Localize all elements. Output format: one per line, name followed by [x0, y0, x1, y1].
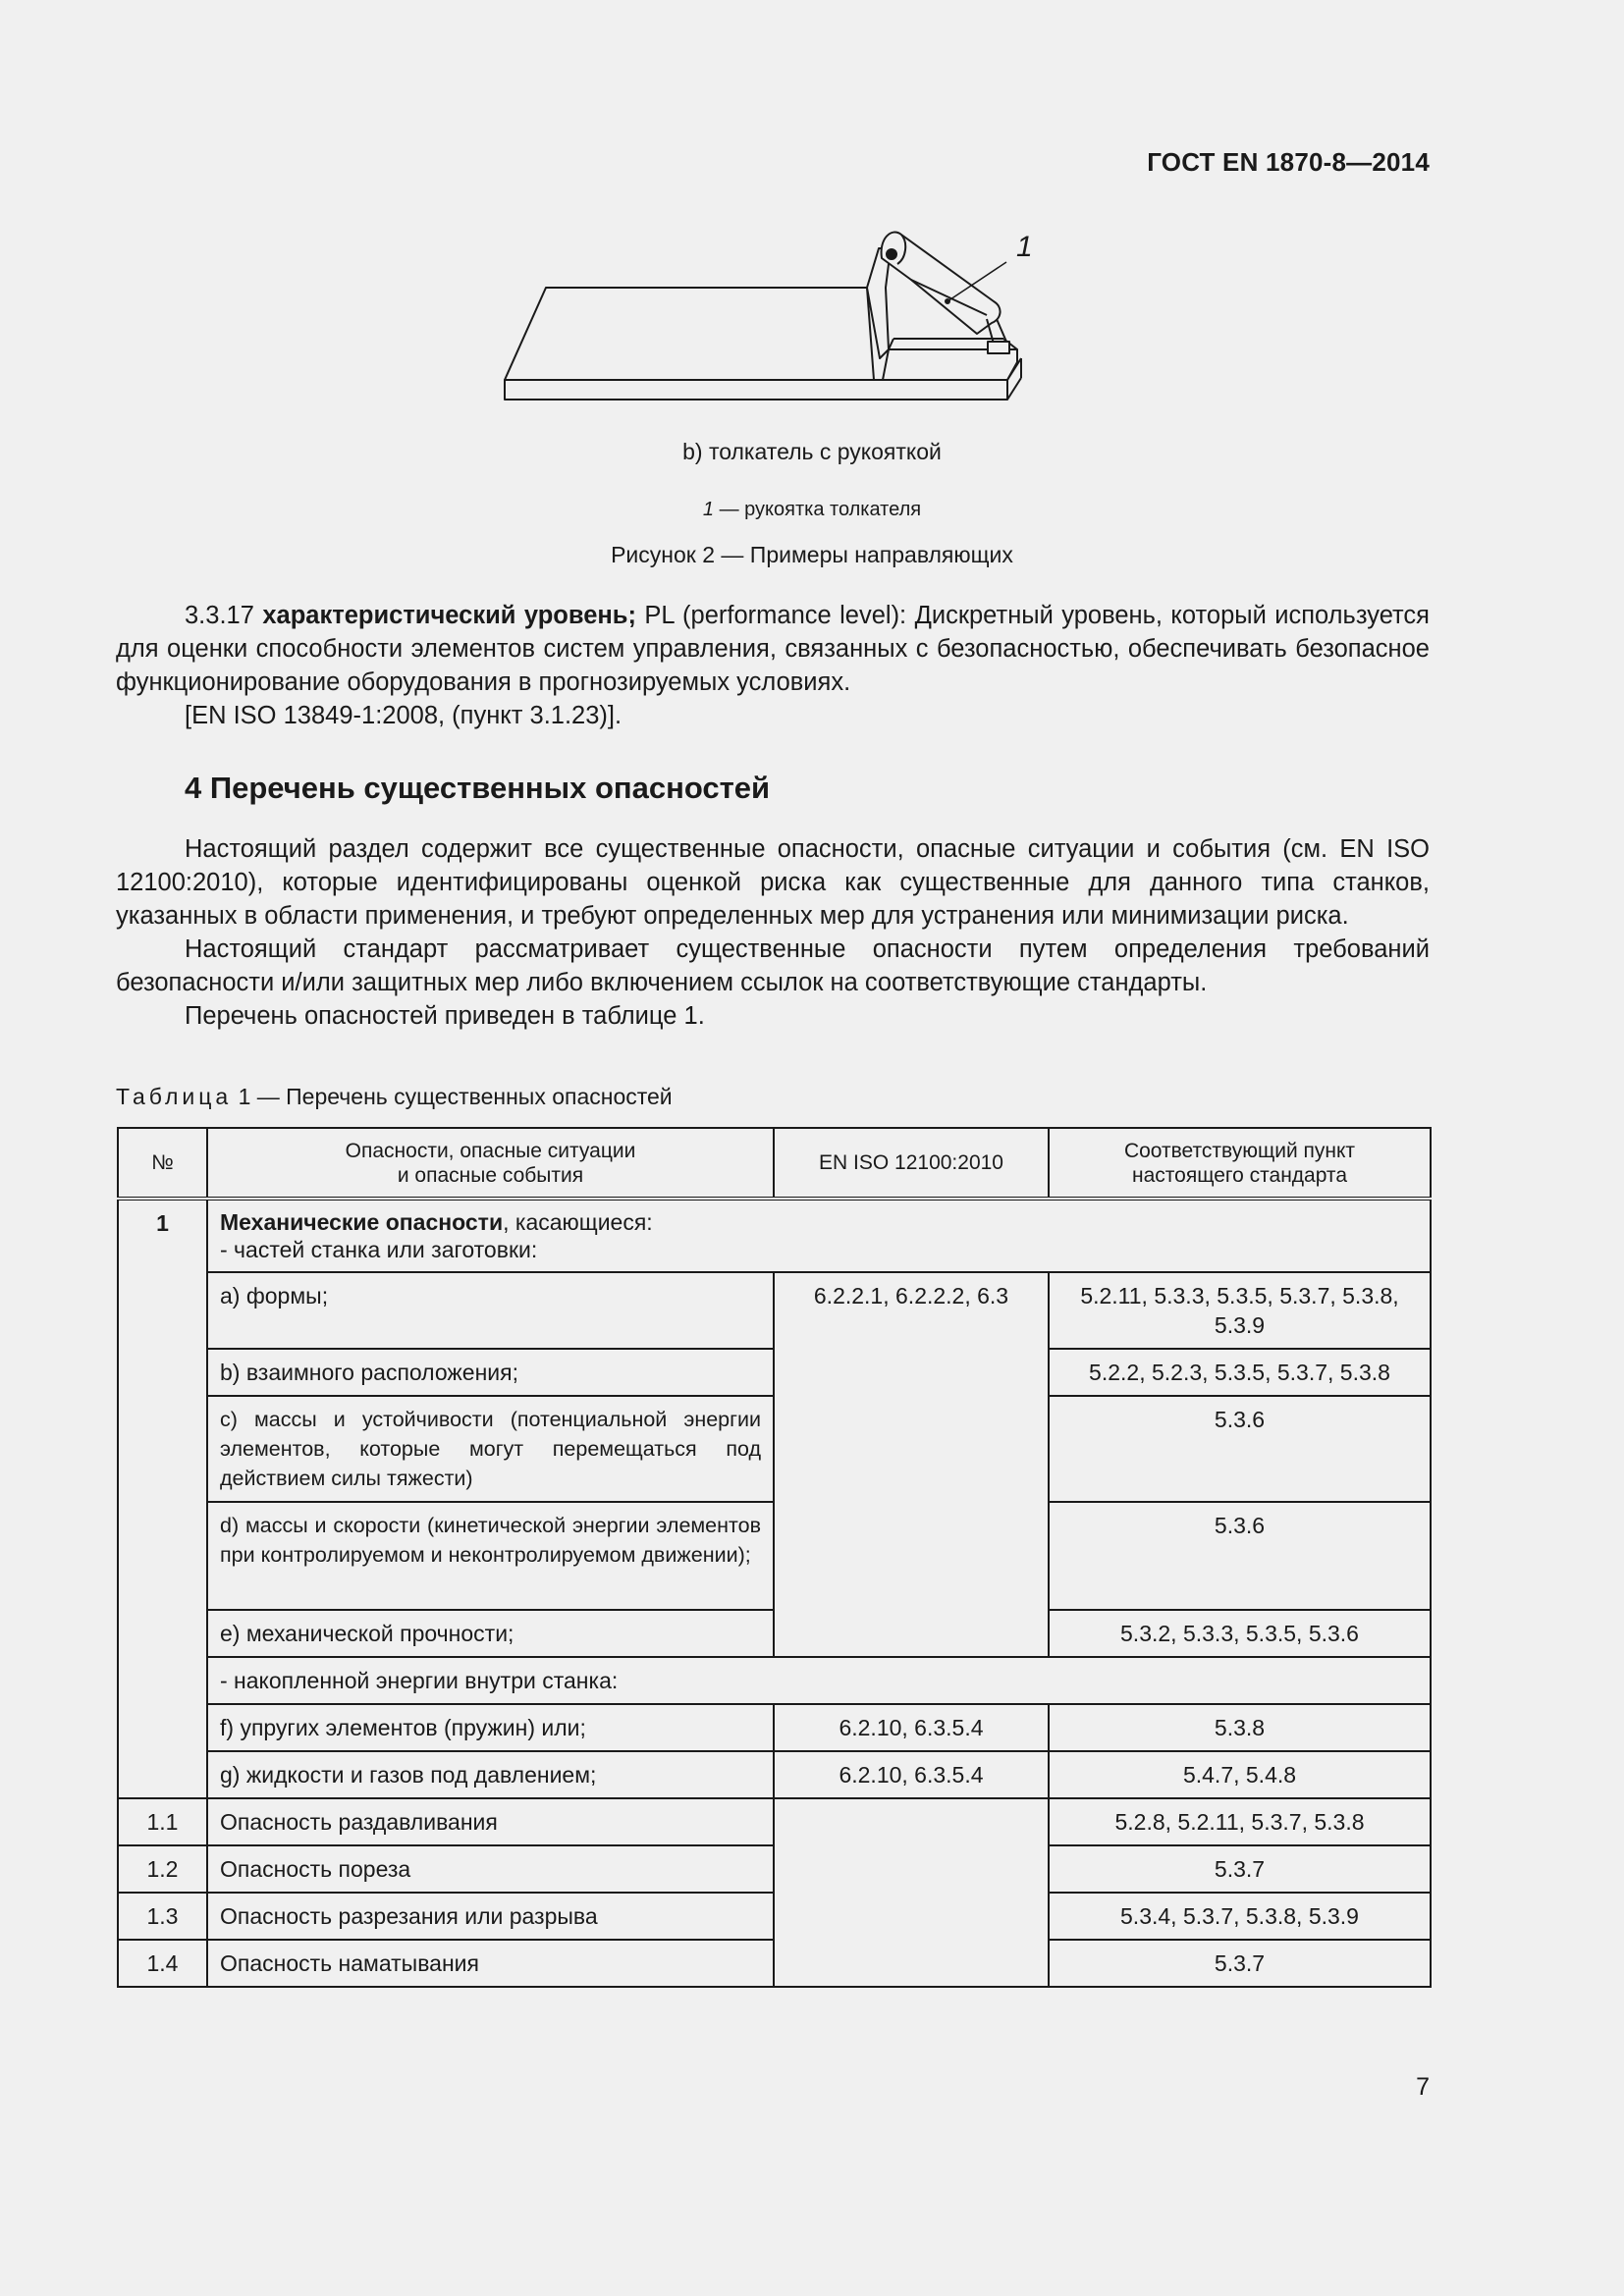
handle — [882, 232, 1001, 334]
clause-cell: 5.2.8, 5.2.11, 5.3.7, 5.3.8 — [1049, 1798, 1431, 1845]
figure-legend — [0, 499, 1624, 521]
iso-cell: 6.2.2.1, 6.2.2.2, 6.3 — [774, 1272, 1049, 1657]
standard-code: ГОСТ EN 1870-8—2014 — [1147, 147, 1430, 177]
hazard-cell: f) упругих элементов (пружин) или; — [207, 1704, 774, 1751]
definition-number: 3.3.17 — [185, 602, 263, 629]
table-row — [118, 1704, 1431, 1751]
figure-subcaption: b) толкатель с рукояткой — [682, 439, 942, 464]
definition-paragraph — [116, 599, 1430, 699]
table-row — [118, 1751, 1431, 1798]
paragraph: Настоящий раздел содержит все существенные опасности, опасные ситуации и события (см. EN ISO 12100:2010), которые идентифицированы оценкой риска как существенные для данного типа станков, указанных в области применения, и требуют определенных мер для устранения или минимизации риска. — [116, 835, 1430, 930]
clause-cell: 5.3.2, 5.3.3, 5.3.5, 5.3.6 — [1049, 1610, 1431, 1657]
board-top — [505, 288, 874, 380]
iso-cell-empty — [774, 1798, 1049, 1987]
hazard-cell: g) жидкости и газов под давлением; — [207, 1751, 774, 1798]
header-hazards-line1: Опасности, опасные ситуации — [345, 1139, 636, 1162]
hazard-cell: Опасность пореза — [207, 1845, 774, 1893]
clause-cell: 5.3.8 — [1049, 1704, 1431, 1751]
hazard-cell: Опасность раздавливания — [207, 1798, 774, 1845]
legend-text: — рукоятка толкателя — [714, 499, 922, 520]
paragraph: Настоящий стандарт рассматривает существенные опасности путем определения требований безопасности и/или защитных мер либо включением ссылок на соответствующие стандарты. — [116, 935, 1430, 996]
legend-number: 1 — [702, 499, 715, 520]
header-hazards — [207, 1128, 774, 1199]
hazard-cell: Опасность разрезания или разрыва — [207, 1893, 774, 1940]
group-sub1: - частей станка или заготовки: — [220, 1237, 538, 1262]
hazard-cell: b) взаимного расположения; — [207, 1349, 774, 1396]
hazard-cell: e) механической прочности; — [207, 1610, 774, 1657]
header-clause-line1: Соответствующий пункт — [1123, 1139, 1356, 1162]
table-caption — [116, 1084, 673, 1110]
row-number: 1.4 — [118, 1940, 207, 1987]
table-header-row — [118, 1128, 1431, 1199]
hazard-cell: d) массы и скорости (кинетической энергии элементов при контролируемом и неконтролируемом движении); — [207, 1502, 774, 1610]
header-hazards-line2: и опасные события — [397, 1163, 584, 1187]
table-row — [118, 1657, 1431, 1704]
table-caption-word: Таблица — [116, 1084, 233, 1109]
clause-cell: 5.4.7, 5.4.8 — [1049, 1751, 1431, 1798]
hazard-cell: a) формы; — [207, 1272, 774, 1349]
header-clause-line2: настоящего стандарта — [1131, 1163, 1347, 1187]
clause-cell: 5.3.4, 5.3.7, 5.3.8, 5.3.9 — [1049, 1893, 1431, 1940]
group-title-rest: , касающиеся: — [503, 1209, 653, 1235]
table-row — [118, 1272, 1431, 1349]
definition-text: PL (performance level): Дискретный уровень, который используется для оценки способности элементов систем управления, связанных с безопасностью, обеспечивать безопасное функционирование оборудования в прогнозируемых условиях. — [116, 602, 1430, 696]
board-front — [505, 380, 1007, 400]
clause-cell: 5.2.2, 5.2.3, 5.3.5, 5.3.7, 5.3.8 — [1049, 1349, 1431, 1396]
row-number: 1.3 — [118, 1893, 207, 1940]
page-number: 7 — [1416, 2073, 1430, 2101]
table-row — [118, 1199, 1431, 1272]
clause-cell: 5.3.7 — [1049, 1940, 1431, 1987]
definition-reference: [EN ISO 13849-1:2008, (пункт 3.1.23)]. — [185, 702, 623, 729]
section-heading: 4 Перечень существенных опасностей — [185, 771, 771, 805]
group-title-cell — [207, 1199, 1431, 1272]
hazard-cell: c) массы и устойчивости (потенциальной энергии элементов, которые могут перемещаться под действием силы тяжести) — [207, 1396, 774, 1502]
row-number: 1.1 — [118, 1798, 207, 1845]
clause-cell: 5.2.11, 5.3.3, 5.3.5, 5.3.7, 5.3.8, 5.3.9 — [1049, 1272, 1431, 1349]
iso-cell: 6.2.10, 6.3.5.4 — [774, 1751, 1049, 1798]
definition-term: характеристический уровень; — [262, 602, 636, 629]
group-number: 1 — [118, 1199, 207, 1798]
callout-1: 1 — [1016, 231, 1033, 263]
row-number: 1.2 — [118, 1845, 207, 1893]
clause-cell: 5.3.6 — [1049, 1502, 1431, 1610]
header-iso: EN ISO 12100:2010 — [774, 1128, 1049, 1199]
header-num: № — [118, 1128, 207, 1199]
definition-block — [116, 599, 1430, 732]
group-title-bold: Механические опасности — [220, 1209, 504, 1235]
section-body — [116, 832, 1430, 1033]
table-row — [118, 1798, 1431, 1845]
group-subheading-cell: - накопленной энергии внутри станка: — [207, 1657, 1431, 1704]
iso-cell: 6.2.10, 6.3.5.4 — [774, 1704, 1049, 1751]
clause-cell: 5.3.7 — [1049, 1845, 1431, 1893]
hazards-table — [117, 1127, 1432, 1988]
paragraph: Перечень опасностей приведен в таблице 1. — [185, 1002, 705, 1030]
push-stick-figure — [491, 221, 1080, 417]
header-clause — [1049, 1128, 1431, 1199]
table-caption-text: 1 — Перечень существенных опасностей — [232, 1084, 673, 1109]
clause-cell: 5.3.6 — [1049, 1396, 1431, 1502]
figure-title: Рисунок 2 — Примеры направляющих — [611, 542, 1013, 567]
hazard-cell: Опасность наматывания — [207, 1940, 774, 1987]
